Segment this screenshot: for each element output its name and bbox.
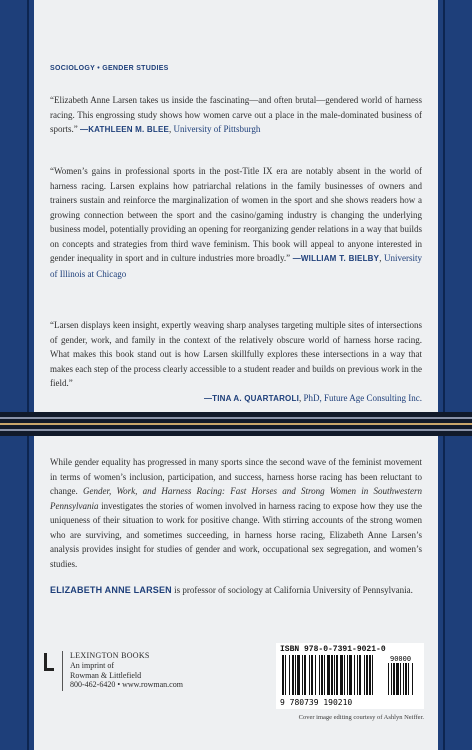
- endorsement-3-text: “Larsen displays keen insight, expertly weaving sharp analyses targeting multiple sites of intersections of gender, work, and family in the context of the relatively obscure world of harness horse racing. What makes this book stand out is how Larsen skillfully explores these intersections in a way that makes each step of the process clearly accessible to a student reader and builds on previous work in the field.”: [50, 320, 422, 388]
- barcode-bars: [276, 655, 424, 709]
- description-intro: While gender equality has progressed in many sports since the second wave of the feminist movement in terms of women’s inclusion, participation, and success, harness horse racing has been reluctant to change.: [50, 457, 422, 496]
- book-description: [50, 455, 422, 571]
- book-title: Gender, Work, and Harness Racing: Fast Horses and Strong Women in Southwestern Pennsylvania: [50, 486, 422, 511]
- publisher-line-1: An imprint of: [70, 661, 114, 670]
- endorsement-3-institution: PhD, Future Age Consulting Inc.: [303, 392, 422, 403]
- description-body: investigates the stories of women involved in harness racing to expose how they use the uniqueness of their situation to work for positive change. With stirring accounts of the strong women who are surviving, and sometimes succeeding, in harness horse racing, Elizabeth Anne Larsen’s analysis provides insight for studies of gender and work, occupational sex segregation, and women’s studies.: [50, 500, 422, 569]
- isbn-barcode: [276, 643, 424, 709]
- endorsement-1-text: “Elizabeth Anne Larsen takes us inside the fascinating—and often brutal—gendered world of harness racing. This engrossing study shows how women carve out a place in the male-dominated business of sports.”: [50, 95, 422, 134]
- publisher-line-2: Rowman & Littlefield: [70, 670, 142, 680]
- publisher-line-3: 800-462-6420 • www.rowman.com: [70, 680, 183, 689]
- endorsement-3-attribution: —TINA A. QUARTAROLI, PhD, Future Age Consulting Inc.: [203, 392, 422, 403]
- price-code: 90000: [390, 655, 412, 663]
- isbn-text: ISBN 978-0-7391-9021-0: [280, 645, 386, 654]
- endorsement-2-institution: University of Illinois at Chicago: [50, 253, 422, 279]
- author-bio: [50, 585, 422, 595]
- endorsement-2-text: “Women’s gains in professional sports in the post-Title IX era are notably absent in the world of harness racing. Larsen explains how patriarchal relations in the family businesses of owners and trainers sustain and reinforce the marginalization of women in the sport and she shows readers how a growing connection between the sport and the casino/gaming industry is changing the underlying business model, potentially providing an opening for reorganizing gender relations in a way that builds on concepts and strategies from third wave feminism. This book will appeal to anyone interested in gender inequality in sport and in culture industries more broadly.”: [50, 166, 422, 263]
- cover-credit: Cover image editing courtesy of Ashlyn Neiffer.: [298, 714, 424, 721]
- left-frame: [0, 0, 34, 750]
- decorative-band: [0, 412, 472, 436]
- endorsement-3-author: —TINA A. QUARTAROLI: [203, 393, 299, 403]
- author-name: ELIZABETH ANNE LARSEN: [50, 585, 172, 595]
- endorsement-3: [50, 318, 422, 406]
- endorsement-2-author: —WILLIAM T. BIELBY: [292, 254, 380, 263]
- lexington-logo-icon: [42, 651, 56, 675]
- publisher-details: [70, 661, 183, 690]
- publisher-name: LEXINGTON BOOKS: [70, 651, 150, 660]
- endorsement-1-institution: University of Pittsburgh: [173, 124, 261, 134]
- endorsement-2: “Women’s gains in professional sports in the post-Title IX era are notably absent in the world of harness racing. Larsen explains how patriarchal relations in the family businesses of owners and trainers sustain and reinforce the marginalization of women in the sport and she shows readers how a growing connection between the sport and the casino/gaming industry is changing the underlying business model, potentially providing an opening for reorganizing gender relations in a way that builds on concepts and strategies from third wave feminism. This book will appeal to anyone interested in gender inequality in sport and in culture industries more broadly.” —WILLIAM T. BIELBY, University of Illinois at Chicago: [50, 166, 422, 279]
- publisher-block: [42, 651, 252, 711]
- barcode-digits: 9 780739 190210: [280, 698, 353, 707]
- endorsement-1-author: —KATHLEEN M. BLEE: [80, 125, 170, 134]
- right-frame: [438, 0, 472, 750]
- category-label: SOCIOLOGY • GENDER STUDIES: [50, 65, 169, 72]
- author-bio-text: is professor of sociology at California University of Pennsylvania.: [171, 585, 413, 595]
- endorsement-1: “Elizabeth Anne Larsen takes us inside the fascinating—and often brutal—gendered world of harness racing. This engrossing study shows how women carve out a place in the male-dominated business of sports.” —KATHLEEN M. BLEE, University of Pittsburgh: [50, 95, 422, 134]
- publisher-divider: [62, 651, 63, 691]
